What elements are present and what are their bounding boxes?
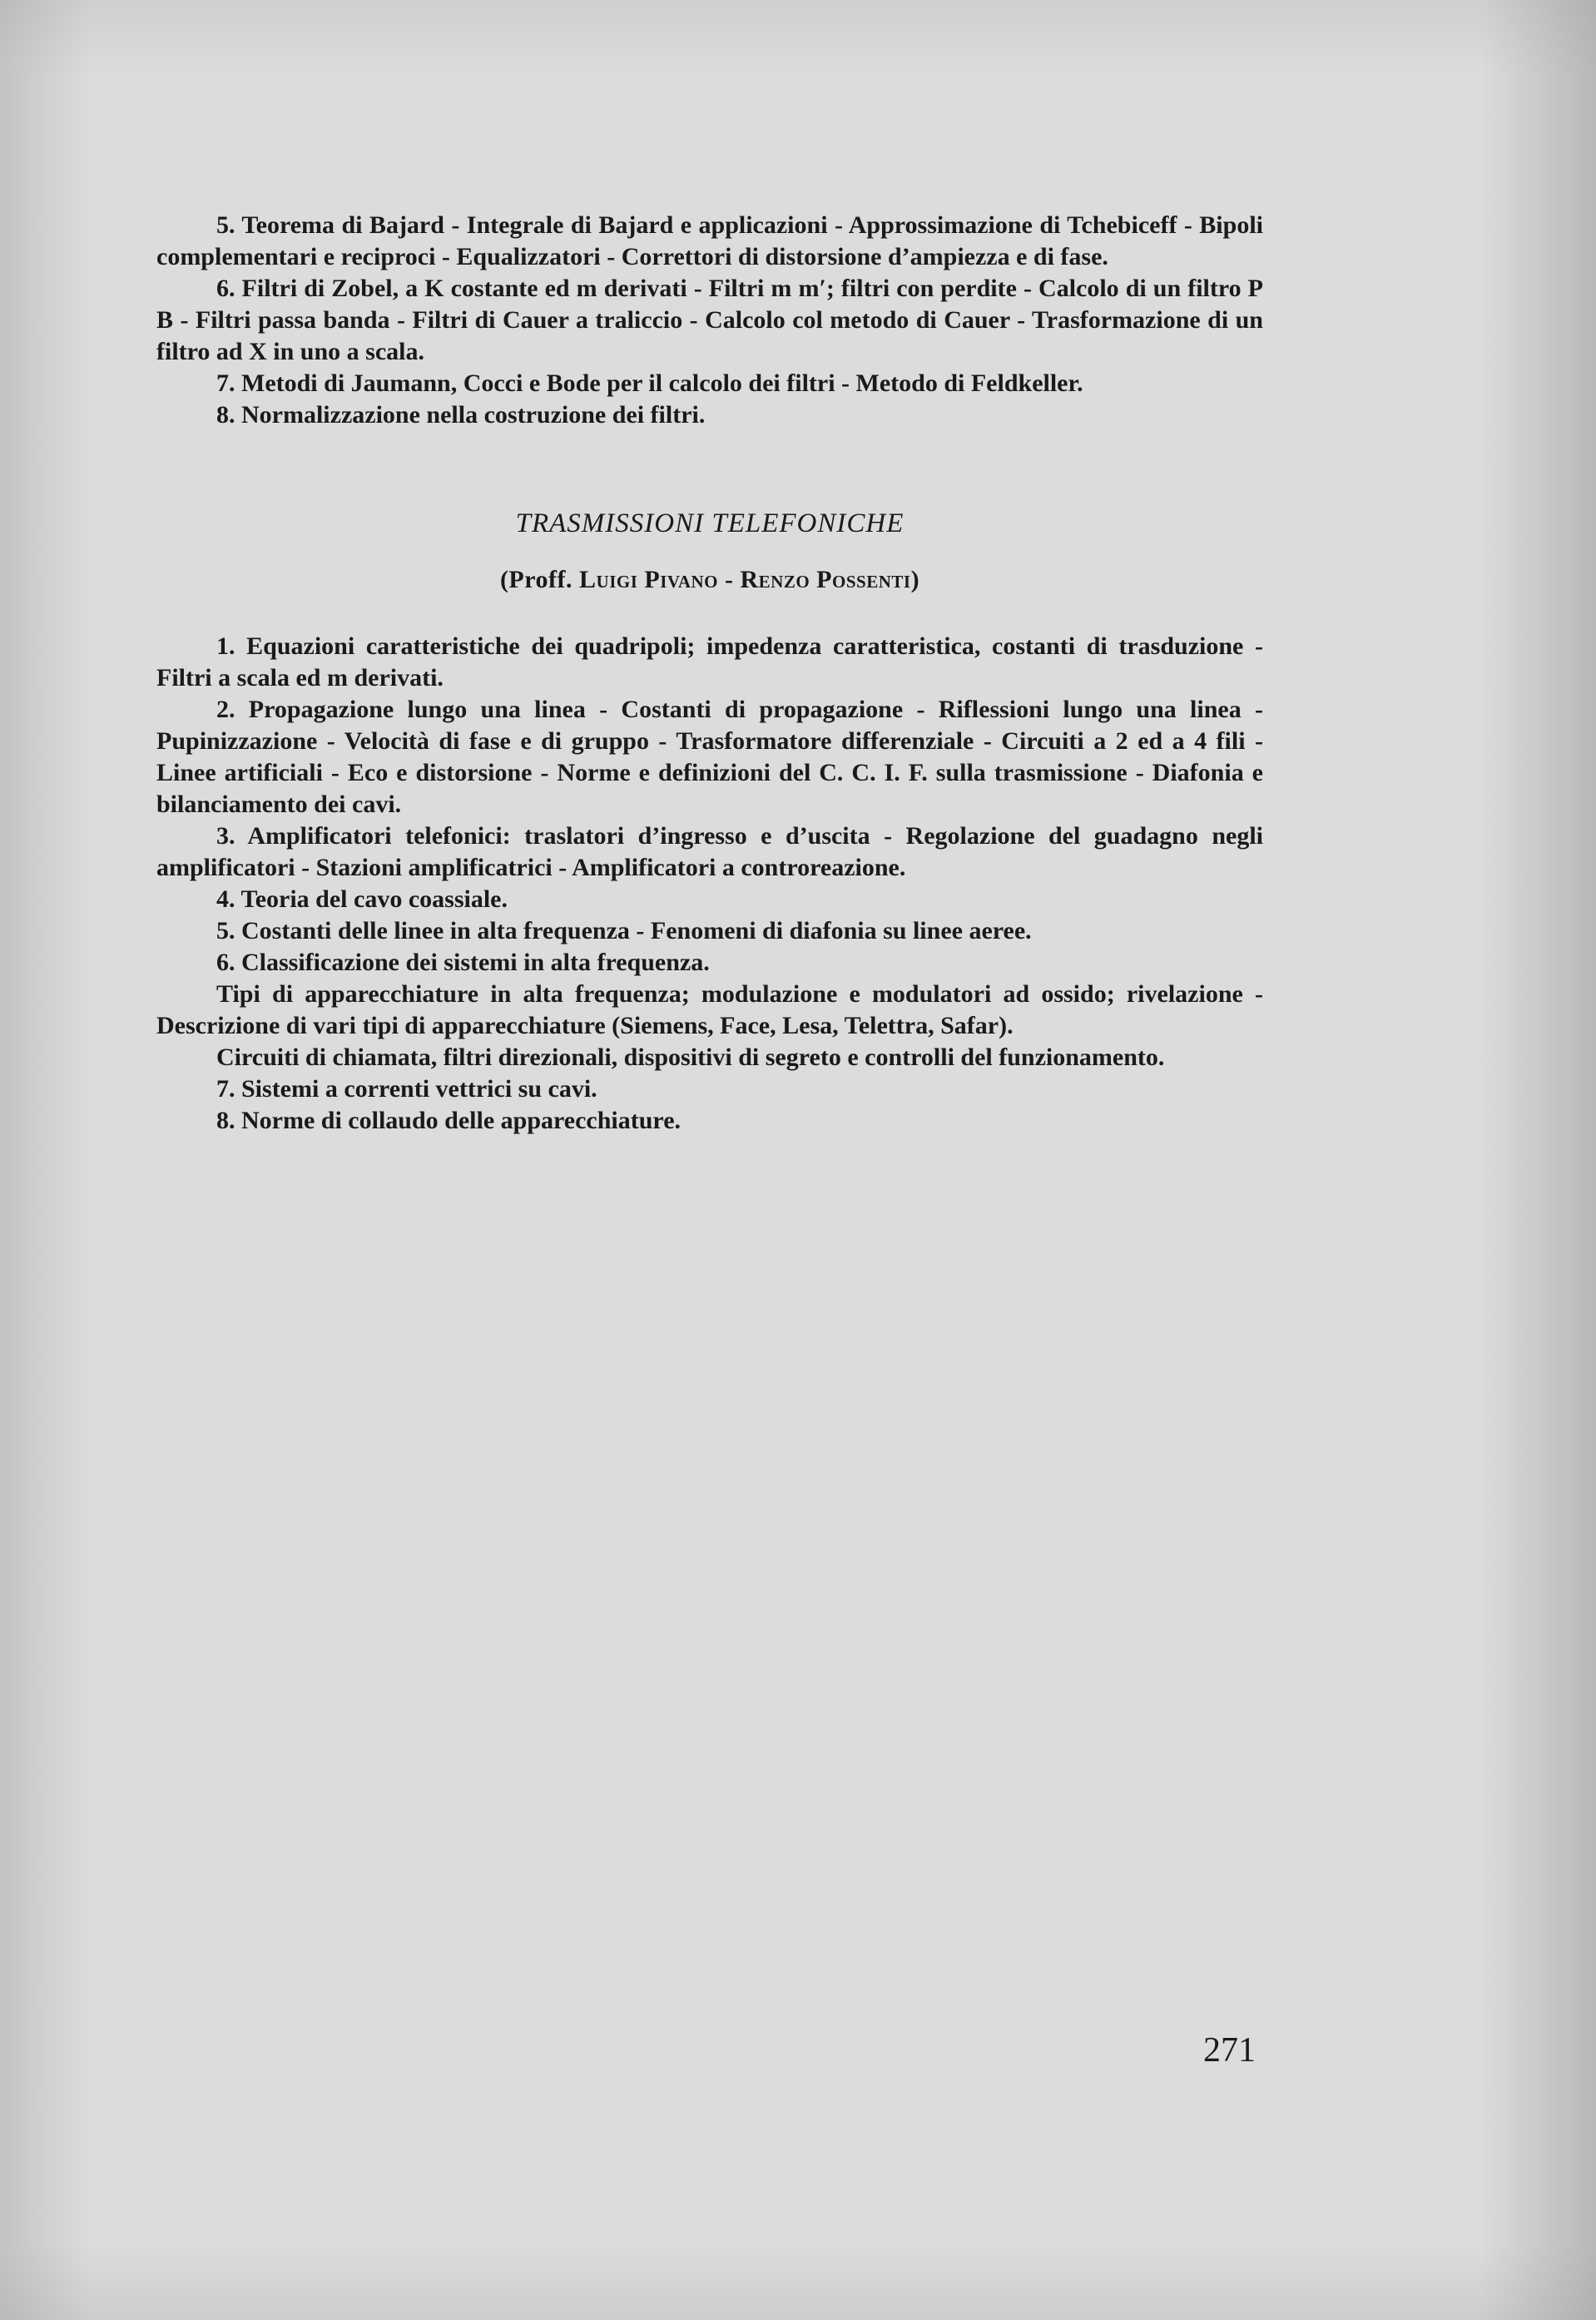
professors-prefix: (Proff. <box>499 566 573 593</box>
paragraph-tt-item-4: 4. Teoria del cavo coassiale. <box>216 885 508 913</box>
professor-name-1: Luigi Pivano <box>579 566 718 593</box>
paragraph-tt-item-6: 6. Classificazione dei sistemi in alta frequenza. <box>216 949 710 976</box>
paragraph-tt-item-3: 3. Amplificatori telefonici: traslatori d’ingresso e d’uscita - Regolazione del guadagno negli amplificatori - Stazioni amplificatrici - Amplificatori a controreazione. <box>156 822 1263 881</box>
paragraph-tt-item-7: 7. Sistemi a correnti vettrici su cavi. <box>216 1075 597 1103</box>
paragraph-tt-item-2: 2. Propagazione lungo una linea - Costanti di propagazione - Riflessioni lungo una linea - Pupinizzazione - Velocità di fase e di gruppo - Trasformatore differenziale - Circuiti a 2 ed a 4 fili - Linee artificiali - Eco e distorsione - Norme e definizioni del C. C. I. F. sulla trasmissione - Diafonia e bilanciamento dei cavi. <box>156 696 1263 818</box>
section-title: TRASMISSIONI TELEFONICHE <box>515 508 905 538</box>
paragraph-item-6: 6. Filtri di Zobel, a K costante ed m derivati - Filtri m m′; filtri con perdite - Calcolo di un filtro P B - Filtri passa banda - Filtri di Cauer a traliccio - Calcolo col metodo di Cauer - Trasformazione di un filtro ad X in uno a scala. <box>156 275 1263 365</box>
professors-line <box>156 564 1263 596</box>
professors-suffix: ) <box>910 566 920 593</box>
professors-separator: - <box>718 566 741 593</box>
paragraph-tt-item-6-circuits: Circuiti di chiamata, filtri direzionali, dispositivi di segreto e controlli del funzionamento. <box>216 1044 1165 1071</box>
page-number: 271 <box>1203 2031 1256 2070</box>
paragraph-item-5: 5. Teorema di Bajard - Integrale di Bajard e applicazioni - Approssimazione di Tchebiceff - Bipoli complementari e reciproci - Equalizzatori - Correttori di distorsione d’ampiezza e di fase. <box>156 211 1263 270</box>
paragraph-tt-item-1: 1. Equazioni caratteristiche dei quadripoli; impedenza caratteristica, costanti di trasduzione - Filtri a scala ed m derivati. <box>156 632 1263 692</box>
paragraph-item-7: 7. Metodi di Jaumann, Cocci e Bode per il calcolo dei filtri - Metodo di Feldkeller. <box>216 369 1083 397</box>
paragraph-tt-item-6-types: Tipi di apparecchiature in alta frequenza; modulazione e modulatori ad ossido; rivelazione - Descrizione di vari tipi di apparecchiature (Siemens, Face, Lesa, Telettra, Safar). <box>156 980 1263 1039</box>
paragraph-item-8: 8. Normalizzazione nella costruzione dei filtri. <box>216 401 706 429</box>
paragraph-tt-item-5: 5. Costanti delle linee in alta frequenza - Fenomeni di diafonia su linee aeree. <box>216 917 1032 944</box>
professor-name-2: Renzo Possenti <box>740 566 911 593</box>
paragraph-tt-item-8: 8. Norme di collaudo delle apparecchiature. <box>216 1107 682 1134</box>
page-content <box>156 210 1263 1137</box>
